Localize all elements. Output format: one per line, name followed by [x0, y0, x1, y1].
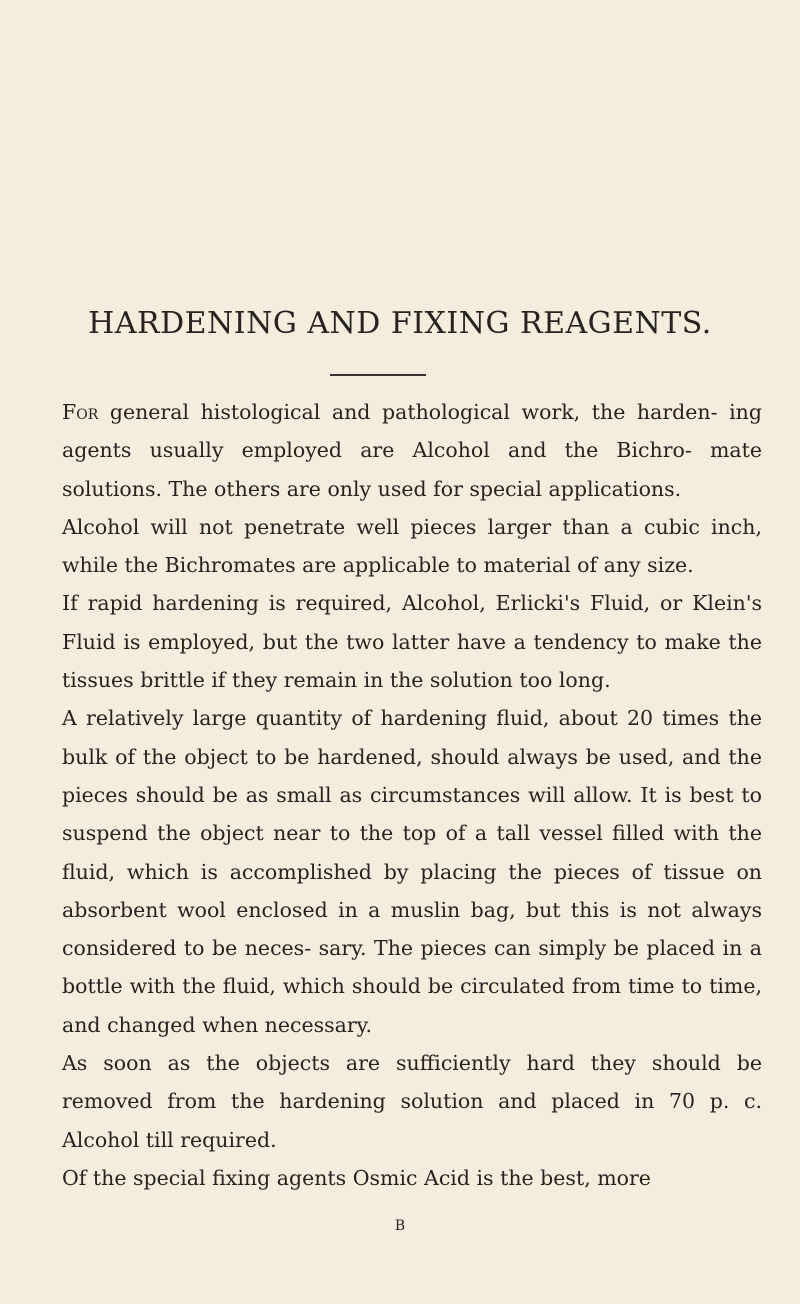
- paragraph-5: [62, 1044, 762, 1159]
- paragraph-text: Of the special fixing agents Osmic Acid is the best, more: [62, 1165, 651, 1190]
- paragraph-text: A relatively large quantity of hardening fluid, about 20 times the bulk of the object to be hardened, should always be used, and the pieces should be as small as circumstances will allow. It is best to suspend the object near to the top of a tall vessel filled with the fluid, which is accomplished by placing the pieces of tissue on absorbent wool enclosed in a muslin bag, but this is not always considered to be neces- sary. The pieces can simply be placed in a bottle with the fluid, which should be circulated from time to time, and changed when necessary.: [62, 706, 762, 1037]
- body-text: [62, 393, 762, 1197]
- paragraph-2: [62, 508, 762, 585]
- paragraph-text: As soon as the objects are sufficiently hard they should be removed from the hardening solution and placed in 70 p. c. Alcohol till required.: [62, 1051, 762, 1152]
- paragraph-text: If rapid hardening is required, Alcohol, Erlicki's Fluid, or Klein's Fluid is employed, but the two latter have a tendency to make the tissues brittle if they remain in the solution too long.: [62, 591, 762, 693]
- paragraph-lead-word: For: [62, 400, 99, 424]
- paragraph-3: [62, 584, 762, 699]
- title-rule: [330, 374, 426, 376]
- paragraph-6: [62, 1159, 762, 1197]
- signature-mark: B: [394, 1218, 406, 1234]
- paragraph-text: general histological and pathological work, the harden- ing agents usually employed are Alcohol and the Bichro- mate solutions. The others are only used for special applications.: [62, 400, 762, 501]
- chapter-title: HARDENING AND FIXING REAGENTS.: [88, 306, 712, 341]
- paragraph-4: [62, 699, 762, 1044]
- paragraph-1: [62, 393, 762, 508]
- paragraph-text: Alcohol will not penetrate well pieces larger than a cubic inch, while the Bichromates are applicable to material of any size.: [62, 514, 762, 578]
